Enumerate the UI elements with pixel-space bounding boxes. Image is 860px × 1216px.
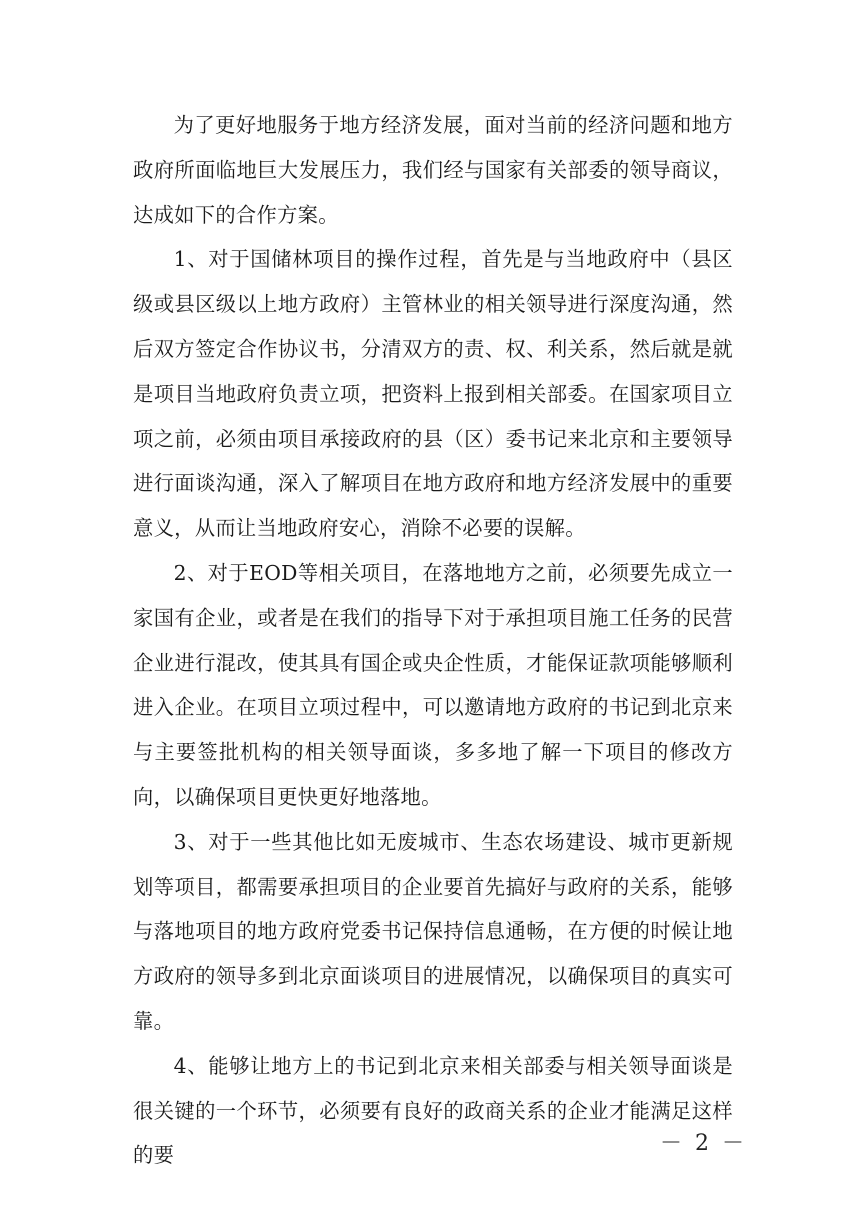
paragraph-item-2: 2、对于EOD等相关项目，在落地地方之前，必须要先成立一家国有企业，或者是在我们的指导下对于承担项目施工任务的民营企业进行混改，使其具有国企或央企性质，才能保证款项能够顺利进入企业。在项目立项过程中，可以邀请地方政府的书记到北京来与主要签批机构的相关领导面谈，多多地了解一下项目的修改方向，以确保项目更快更好地落地。: [133, 560, 733, 809]
paragraph-item-1: 1、对于国储林项目的操作过程，首先是与当地政府中（县区级或县区级以上地方政府）主管林业的相关领导进行深度沟通，然后双方签定合作协议书，分清双方的责、权、利关系，然后就是就是项目当地政府负责立项，把资料上报到相关部委。在国家项目立项之前，必须由项目承接政府的县（区）委书记来北京和主要领导进行面谈沟通，深入了解项目在地方政府和地方经济发展中的重要意义，从而让当地政府安心，消除不必要的误解。: [133, 247, 733, 541]
paragraph-item-4: 4、能够让地方上的书记到北京来相关部委与相关领导面谈是很关键的一个环节，必须要有良好的政商关系的企业才能满足这样的要: [133, 1053, 733, 1168]
document-body: [133, 103, 733, 1178]
page-number: － 2 －: [660, 1131, 747, 1156]
paragraph-item-3: 3、对于一些其他比如无废城市、生态农场建设、城市更新规划等项目，都需要承担项目的企业要首先搞好与政府的关系，能够与落地项目的地方政府党委书记保持信息通畅，在方便的时候让地方政府的领导多到北京面谈项目的进展情况，以确保项目的真实可靠。: [133, 829, 733, 1033]
paragraph-intro: 为了更好地服务于地方经济发展，面对当前的经济问题和地方政府所面临地巨大发展压力，我们经与国家有关部委的领导商议，达成如下的合作方案。: [133, 113, 733, 227]
